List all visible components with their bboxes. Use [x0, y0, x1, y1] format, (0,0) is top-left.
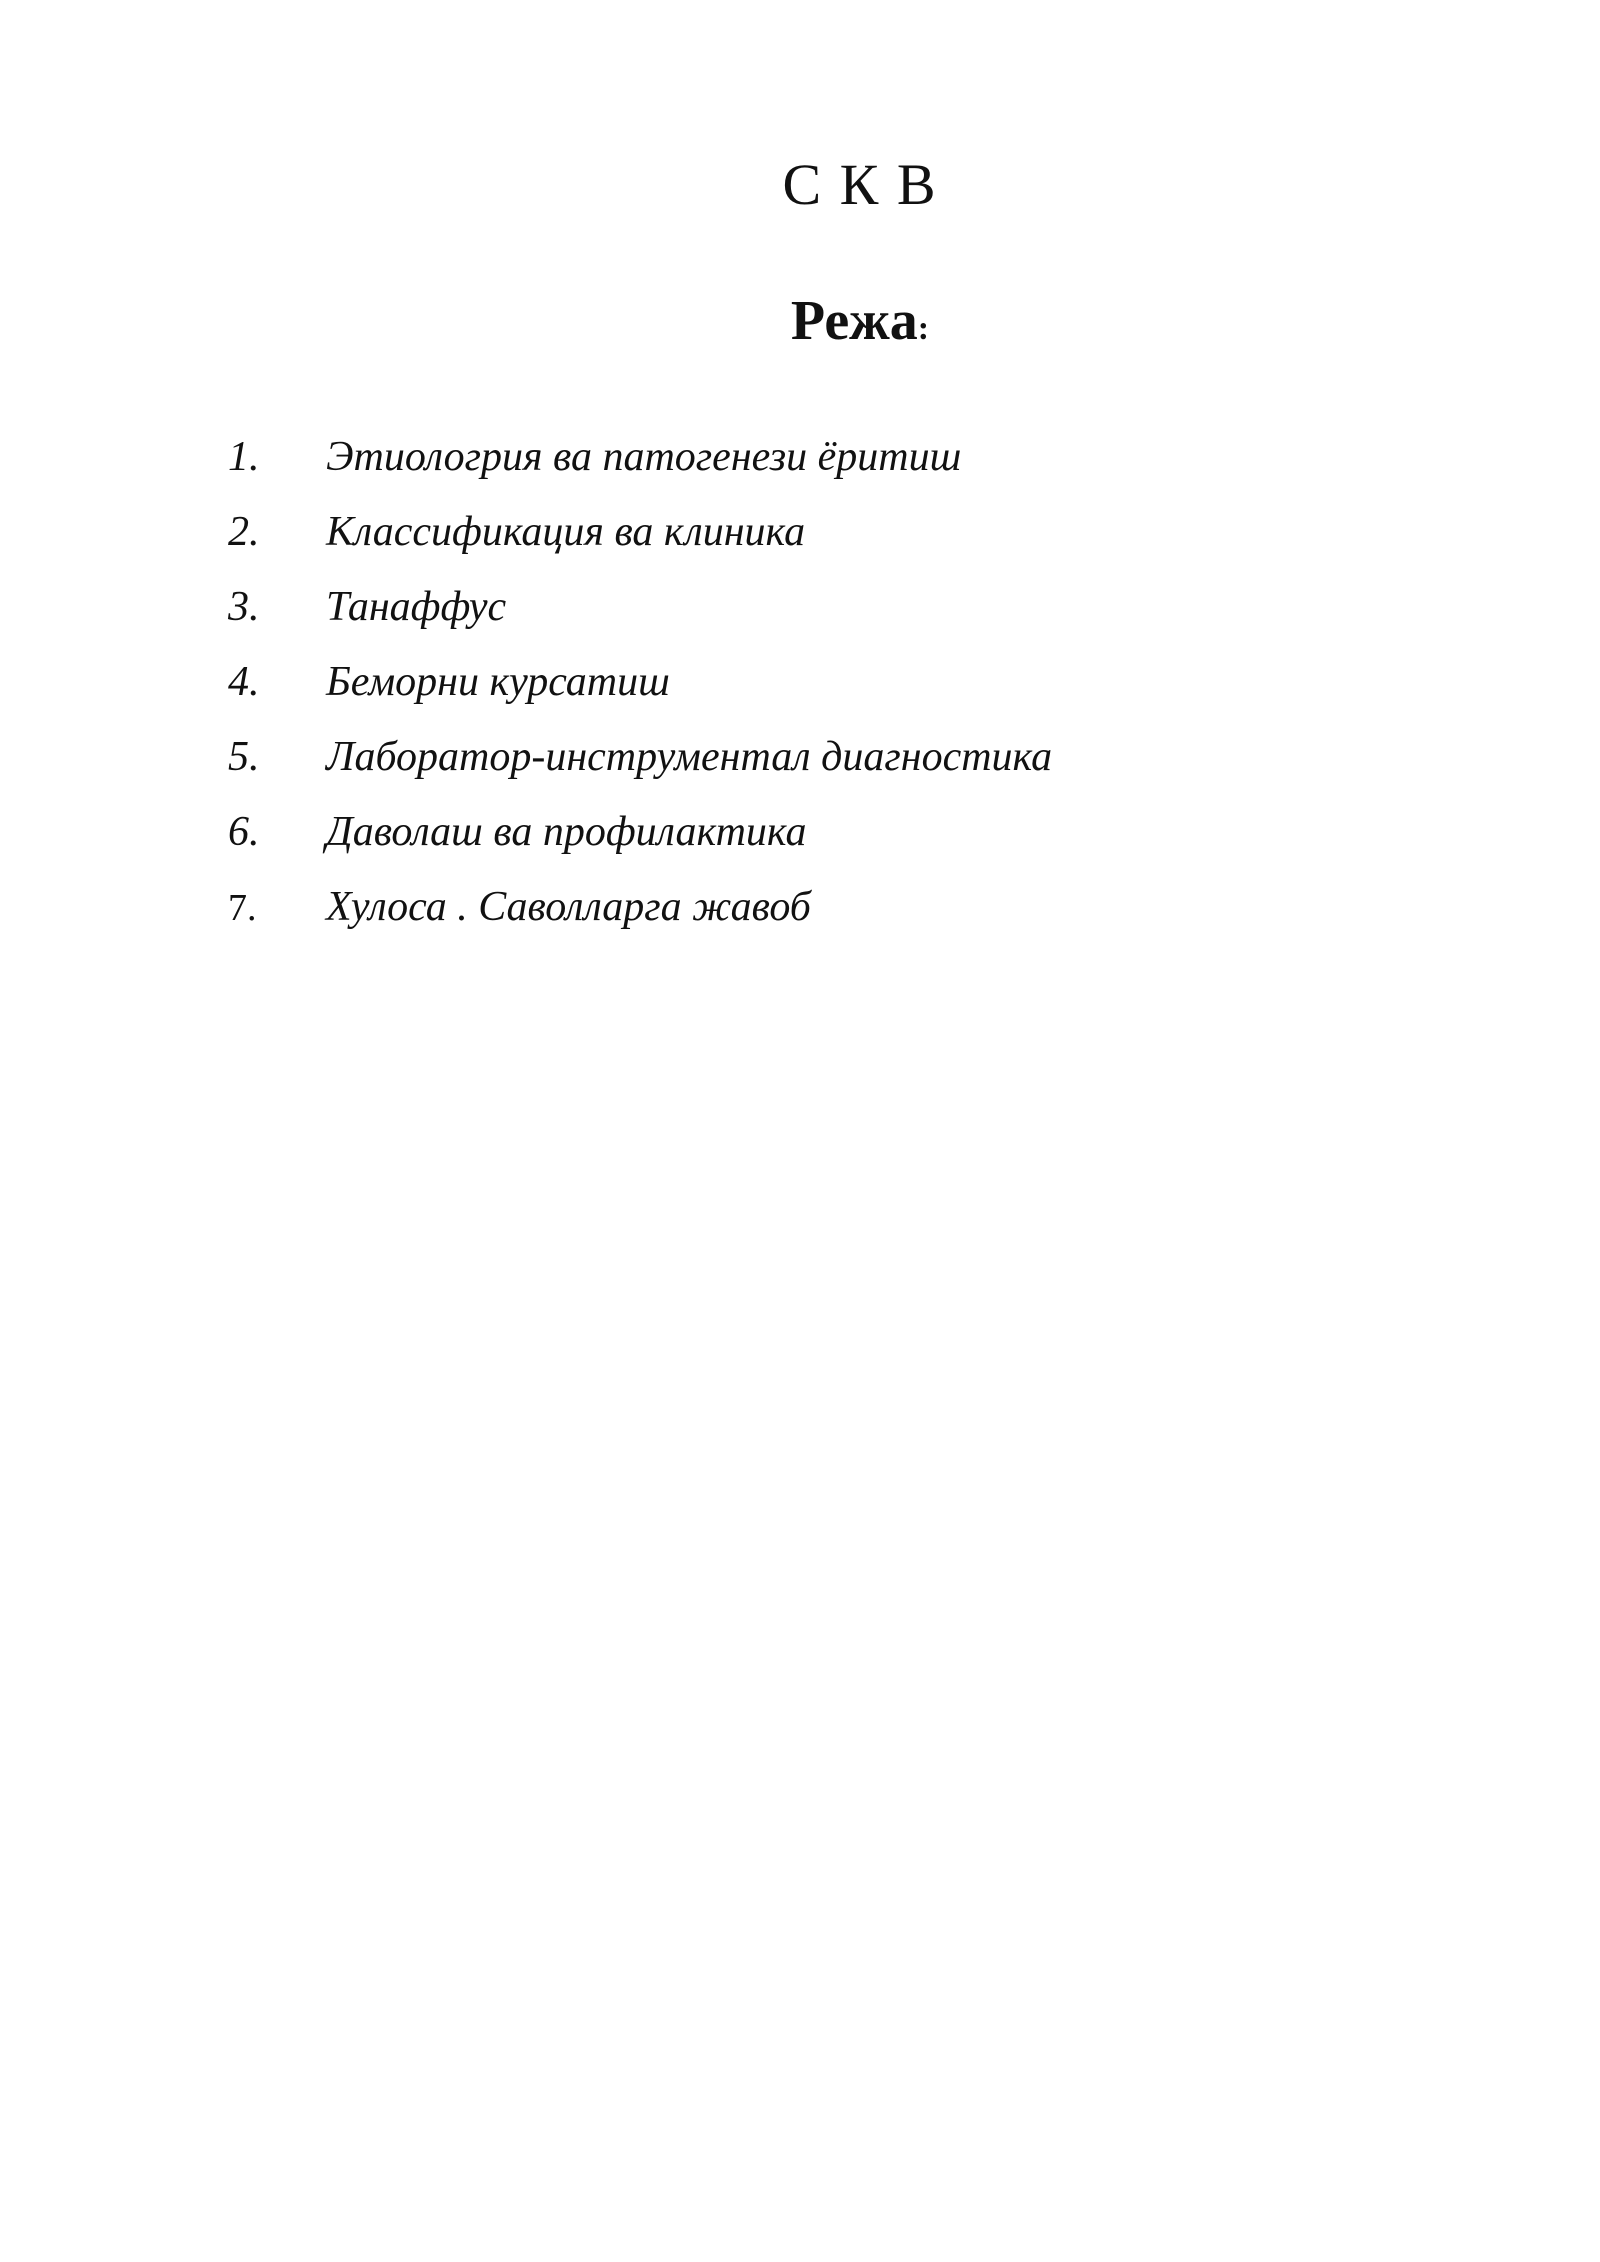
- plan-item-number: 2.: [228, 509, 260, 555]
- plan-heading-word: Режа: [790, 290, 918, 352]
- plan-list: [228, 420, 1052, 945]
- plan-item: [228, 795, 1052, 870]
- plan-item: [228, 645, 1052, 720]
- plan-item-number: 1.: [228, 434, 260, 480]
- plan-item-number: 7.: [228, 887, 257, 929]
- plan-item-text: Беморни курсатиш: [326, 659, 670, 705]
- document-title: С К В: [782, 152, 938, 217]
- plan-item-number: 4.: [228, 659, 260, 705]
- plan-item: [228, 570, 1052, 645]
- plan-item-text: Даволаш ва профилактика: [326, 809, 807, 855]
- plan-item: [228, 870, 1052, 945]
- plan-item-text: Классификация ва клиника: [326, 509, 806, 555]
- plan-item-text: Хулоса . Саволларга жавоб: [326, 884, 811, 930]
- plan-heading: [0, 288, 1600, 355]
- plan-item: [228, 420, 1052, 495]
- plan-item: [228, 720, 1052, 795]
- plan-item-number: 3.: [228, 584, 260, 630]
- plan-item-text: Танаффус: [326, 584, 507, 630]
- plan-item: [228, 495, 1052, 570]
- plan-item-text: Этиологрия ва патогенези ёритиш: [326, 434, 962, 480]
- plan-item-text: Лаборатор-инструментал диагностика: [326, 734, 1053, 780]
- plan-item-number: 6.: [228, 809, 260, 855]
- plan-heading-colon: :: [917, 310, 930, 347]
- plan-item-number: 5.: [228, 734, 260, 780]
